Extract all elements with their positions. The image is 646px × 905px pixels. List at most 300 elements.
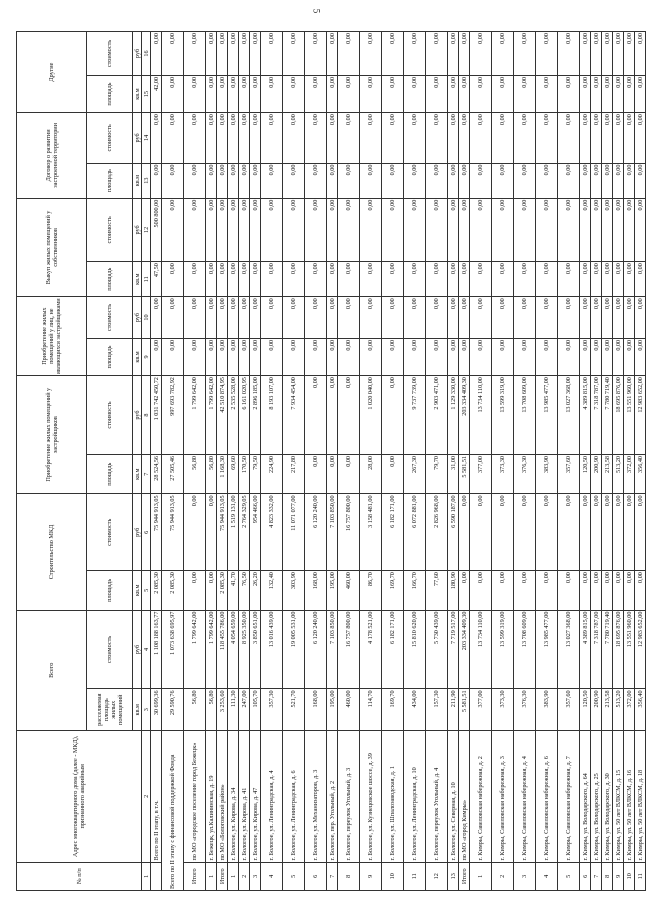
cell-value: 0,00 bbox=[459, 163, 470, 198]
row-address: по МО «Бологовский район» bbox=[217, 731, 228, 862]
cell-value: 0,00 bbox=[426, 297, 448, 339]
cell-value: 0,00 bbox=[360, 113, 382, 163]
cell-value: 0,00 bbox=[404, 198, 426, 262]
cell-value: 6 182 171,00 bbox=[382, 494, 404, 571]
table-row bbox=[613, 32, 624, 891]
cell-value: 0,00 bbox=[217, 262, 228, 297]
cell-value: 0,00 bbox=[404, 75, 426, 112]
row-number: 6 bbox=[305, 862, 327, 890]
cell-value: 0,00 bbox=[250, 262, 261, 297]
cell-value: 6 072 881,00 bbox=[404, 494, 426, 571]
cell-value: 1 031 742 450,72 bbox=[151, 376, 162, 455]
cell-value: 2 535 528,00 bbox=[228, 376, 239, 455]
cell-value: 203 334 409,30 bbox=[459, 376, 470, 455]
column-index: 3 bbox=[142, 689, 151, 731]
cell-value: 69,60 bbox=[228, 454, 239, 493]
header-area: площадь bbox=[87, 75, 133, 112]
cell-value: 0,00 bbox=[580, 297, 591, 339]
cell-value: 13 734 110,00 bbox=[470, 610, 492, 689]
row-address: г. Бологое, ул. Кузнецовское шоссе, д. 39 bbox=[360, 731, 382, 862]
cell-value: 0,00 bbox=[360, 262, 382, 297]
header-area: площадь bbox=[87, 571, 133, 610]
cell-value: 0,00 bbox=[448, 163, 459, 198]
table-row bbox=[459, 32, 470, 891]
unit-sqm: кв.м bbox=[133, 75, 142, 112]
cell-value: 0,00 bbox=[261, 262, 283, 297]
cell-value: 0,00 bbox=[448, 75, 459, 112]
cell-value: 0,00 bbox=[624, 75, 635, 112]
cell-value: 0,00 bbox=[360, 297, 382, 339]
unit-sqm: кв.м bbox=[133, 262, 142, 297]
cell-value: 7 780 719,40 bbox=[602, 376, 613, 455]
cell-value: 7 103 850,00 bbox=[327, 610, 338, 689]
cell-value: 0,00 bbox=[580, 163, 591, 198]
rotated-table-container bbox=[16, 31, 644, 891]
row-number: 3 bbox=[250, 862, 261, 890]
cell-value: 0,00 bbox=[470, 198, 492, 262]
table-row bbox=[360, 32, 382, 891]
cell-value: 0,00 bbox=[591, 338, 602, 375]
cell-value: 4 178 521,00 bbox=[360, 610, 382, 689]
cell-value: 7 318 787,00 bbox=[591, 376, 602, 455]
cell-value: 6 590 187,00 bbox=[448, 494, 459, 571]
cell-value: 1 020 040,00 bbox=[360, 376, 382, 455]
cell-value: 0,00 bbox=[404, 297, 426, 339]
cell-value: 0,00 bbox=[327, 338, 338, 375]
cell-value: 12 983 652,00 bbox=[635, 610, 646, 689]
row-number: 10 bbox=[382, 862, 404, 890]
cell-value: 1 799 642,00 bbox=[206, 376, 217, 455]
cell-value: 0,00 bbox=[635, 113, 646, 163]
row-address: г. Бологое, переулок Угольный, д. 4 bbox=[426, 731, 448, 862]
column-index: 4 bbox=[142, 610, 151, 689]
cell-value: 0,00 bbox=[206, 494, 217, 571]
cell-value: 0,00 bbox=[162, 163, 184, 198]
cell-value: 76,50 bbox=[239, 571, 250, 610]
unit-sqm: кв.м bbox=[133, 571, 142, 610]
cell-value: 0,00 bbox=[448, 198, 459, 262]
cell-value: 0,00 bbox=[184, 338, 206, 375]
table-row bbox=[338, 32, 360, 891]
cell-value: 0,00 bbox=[492, 163, 514, 198]
cell-value: 86,70 bbox=[360, 571, 382, 610]
cell-value: 0,00 bbox=[448, 338, 459, 375]
row-number: Итого bbox=[217, 862, 228, 890]
cell-value: 0,00 bbox=[602, 262, 613, 297]
row-number: 7 bbox=[327, 862, 338, 890]
cell-value: 0,00 bbox=[217, 113, 228, 163]
cell-value: 0,00 bbox=[382, 376, 404, 455]
cell-value: 13 985 477,00 bbox=[536, 610, 558, 689]
cell-value: 0,00 bbox=[338, 198, 360, 262]
cell-value: 0,00 bbox=[338, 262, 360, 297]
cell-value: 0,00 bbox=[327, 198, 338, 262]
row-address: г. Кимры, ул. Володарского, д. 64 bbox=[580, 731, 591, 862]
cell-value: 0,00 bbox=[591, 262, 602, 297]
cell-value: 0,00 bbox=[283, 262, 305, 297]
header-group-buyout: Выкуп жилых помещений у собственников bbox=[17, 198, 87, 297]
cell-value: 169,70 bbox=[382, 571, 404, 610]
cell-value: 0,00 bbox=[338, 163, 360, 198]
cell-value: 0,00 bbox=[327, 75, 338, 112]
table-row bbox=[492, 32, 514, 891]
cell-value: 0,00 bbox=[536, 571, 558, 610]
header-address: Адрес многоквартирного дома (далее - МКД), признанного аварийным bbox=[17, 731, 142, 862]
cell-value: 434,00 bbox=[404, 689, 426, 731]
cell-value: 0,00 bbox=[558, 75, 580, 112]
table-row bbox=[151, 32, 162, 891]
cell-value: 0,00 bbox=[558, 494, 580, 571]
cell-value: 0,00 bbox=[151, 338, 162, 375]
cell-value: 0,00 bbox=[261, 163, 283, 198]
cell-value: 383,90 bbox=[536, 454, 558, 493]
cell-value: 213,58 bbox=[602, 454, 613, 493]
cell-value: 0,00 bbox=[558, 198, 580, 262]
cell-value: 0,00 bbox=[580, 198, 591, 262]
row-address: г. Бологое, ул. Кирова, д. 47 bbox=[250, 731, 261, 862]
cell-value: 75 944 913,05 bbox=[151, 494, 162, 571]
cell-value: 0,00 bbox=[151, 163, 162, 198]
row-number: Итого bbox=[184, 862, 206, 890]
row-number: 8 bbox=[338, 862, 360, 890]
column-index: 6 bbox=[142, 494, 151, 571]
cell-value: 8 925 350,00 bbox=[239, 610, 250, 689]
cell-value: 0,00 bbox=[470, 494, 492, 571]
cell-value: 0,00 bbox=[426, 262, 448, 297]
cell-value: 77,60 bbox=[426, 571, 448, 610]
cell-value: 0,00 bbox=[305, 338, 327, 375]
cell-value: 0,00 bbox=[327, 297, 338, 339]
column-index: 16 bbox=[142, 32, 151, 76]
cell-value: 13 027 368,00 bbox=[558, 376, 580, 455]
cell-value: 0,00 bbox=[536, 494, 558, 571]
cell-value: 26,20 bbox=[250, 571, 261, 610]
table-row bbox=[261, 32, 283, 891]
cell-value: 0,00 bbox=[558, 262, 580, 297]
row-address: г. Кимры, ул. 50 лет ВЛКСМ, д. 18 bbox=[635, 731, 646, 862]
column-index-row bbox=[142, 32, 151, 891]
table-row bbox=[162, 32, 184, 891]
cell-value: 0,00 bbox=[580, 262, 591, 297]
cell-value: 118 455 786,00 bbox=[217, 610, 228, 689]
cell-value: 47,50 bbox=[151, 262, 162, 297]
cell-value: 0,00 bbox=[470, 338, 492, 375]
unit-rub: руб bbox=[133, 494, 142, 571]
cell-value: 0,00 bbox=[382, 297, 404, 339]
cell-value: 0,00 bbox=[580, 75, 591, 112]
cell-value: 500 800,00 bbox=[151, 198, 162, 262]
header-group-development: Договор о развитии застроенной территории bbox=[17, 113, 87, 198]
column-index: 5 bbox=[142, 571, 151, 610]
cell-value: 56,80 bbox=[206, 454, 217, 493]
cell-value: 168,00 bbox=[305, 689, 327, 731]
cell-value: 2 085,30 bbox=[151, 571, 162, 610]
cell-value: 0,00 bbox=[404, 338, 426, 375]
cell-value: 0,00 bbox=[613, 297, 624, 339]
cell-value: 303,90 bbox=[283, 571, 305, 610]
cell-value: 203 334 409,30 bbox=[459, 610, 470, 689]
header-cost: стоимость bbox=[87, 113, 133, 163]
cell-value: 0,00 bbox=[338, 297, 360, 339]
cell-value: 0,00 bbox=[602, 297, 613, 339]
table-row bbox=[283, 32, 305, 891]
cell-value: 0,00 bbox=[283, 113, 305, 163]
cell-value: 0,00 bbox=[305, 376, 327, 455]
cell-value: 0,00 bbox=[261, 297, 283, 339]
cell-value: 6 120 240,00 bbox=[305, 494, 327, 571]
cell-value: 0,00 bbox=[283, 75, 305, 112]
table-row bbox=[536, 32, 558, 891]
cell-value: 0,00 bbox=[426, 163, 448, 198]
column-index: 1 bbox=[142, 862, 151, 890]
cell-value: 0,00 bbox=[514, 163, 536, 198]
cell-value: 0,00 bbox=[206, 163, 217, 198]
cell-value: 0,00 bbox=[184, 297, 206, 339]
cell-value: 7 318 787,00 bbox=[591, 610, 602, 689]
cell-value: 0,00 bbox=[580, 113, 591, 163]
cell-value: 383,90 bbox=[536, 689, 558, 731]
cell-value: 2 903 471,00 bbox=[426, 376, 448, 455]
cell-value: 0,00 bbox=[448, 262, 459, 297]
row-address: г. Кимры, Савеловская набережная, д. 7 bbox=[558, 731, 580, 862]
cell-value: 0,00 bbox=[360, 198, 382, 262]
cell-value: 0,00 bbox=[217, 338, 228, 375]
cell-value: 0,00 bbox=[492, 571, 514, 610]
unit-rub: руб bbox=[133, 376, 142, 455]
cell-value: 3 158 481,00 bbox=[360, 494, 382, 571]
cell-value: 0,00 bbox=[283, 163, 305, 198]
cell-value: 0,00 bbox=[635, 262, 646, 297]
cell-value: 0,00 bbox=[558, 113, 580, 163]
header-area: площадь bbox=[87, 163, 133, 198]
cell-value: 0,00 bbox=[602, 338, 613, 375]
cell-value: 7 934 454,00 bbox=[283, 376, 305, 455]
cell-value: 0,00 bbox=[635, 32, 646, 76]
cell-value: 0,00 bbox=[558, 571, 580, 610]
cell-value: 0,00 bbox=[613, 262, 624, 297]
cell-value: 460,00 bbox=[338, 689, 360, 731]
cell-value: 6 161 020,95 bbox=[239, 376, 250, 455]
cell-value: 0,00 bbox=[591, 494, 602, 571]
cell-value: 0,00 bbox=[360, 338, 382, 375]
cell-value: 372,00 bbox=[624, 454, 635, 493]
cell-value: 0,00 bbox=[602, 32, 613, 76]
row-address: г. Кимры, Савеловская набережная, д. 3 bbox=[492, 731, 514, 862]
cell-value: 0,00 bbox=[338, 75, 360, 112]
cell-value: 0,00 bbox=[228, 297, 239, 339]
row-number: 1 bbox=[206, 862, 217, 890]
cell-value: 19 005 531,00 bbox=[283, 610, 305, 689]
row-number: Итого bbox=[459, 862, 470, 890]
cell-value: 0,00 bbox=[635, 494, 646, 571]
cell-value: 13 599 319,00 bbox=[492, 376, 514, 455]
cell-value: 0,00 bbox=[624, 198, 635, 262]
row-number: 6 bbox=[580, 862, 591, 890]
cell-value: 3 253,60 bbox=[217, 689, 228, 731]
cell-value: 0,00 bbox=[470, 262, 492, 297]
cell-value: 0,00 bbox=[261, 75, 283, 112]
cell-value: 0,00 bbox=[558, 163, 580, 198]
header-cost: стоимость bbox=[87, 494, 133, 571]
cell-value: 217,80 bbox=[283, 454, 305, 493]
cell-value: 0,00 bbox=[239, 163, 250, 198]
cell-value: 0,00 bbox=[426, 113, 448, 163]
cell-value: 513,20 bbox=[613, 689, 624, 731]
row-number: 1 bbox=[228, 862, 239, 890]
header-total-area: расселяемая площадь жилых помещений bbox=[87, 689, 133, 731]
cell-value: 0,00 bbox=[602, 113, 613, 163]
cell-value: 0,00 bbox=[338, 338, 360, 375]
row-address: г. Бологое, ул. Ленинградская, д. 4 bbox=[261, 731, 283, 862]
cell-value: 0,00 bbox=[470, 75, 492, 112]
row-number: 12 bbox=[426, 862, 448, 890]
table-row bbox=[184, 32, 206, 891]
cell-value: 0,00 bbox=[217, 163, 228, 198]
cell-value: 0,00 bbox=[184, 163, 206, 198]
cell-value: 521,70 bbox=[283, 689, 305, 731]
cell-value: 1 168,30 bbox=[217, 454, 228, 493]
cell-value: 180,90 bbox=[448, 571, 459, 610]
cell-value: 120,50 bbox=[580, 454, 591, 493]
row-address: г. Кимры, Савеловская набережная, д. 2 bbox=[470, 731, 492, 862]
cell-value: 0,00 bbox=[492, 494, 514, 571]
table-row bbox=[305, 32, 327, 891]
cell-value: 0,00 bbox=[635, 338, 646, 375]
cell-value: 0,00 bbox=[305, 113, 327, 163]
cell-value: 0,00 bbox=[580, 32, 591, 76]
cell-value: 157,30 bbox=[426, 689, 448, 731]
cell-value: 0,00 bbox=[151, 113, 162, 163]
cell-value: 997 693 782,92 bbox=[162, 376, 184, 455]
cell-value: 0,00 bbox=[459, 113, 470, 163]
row-address: г. Бологое, ул. Северная, д. 10 bbox=[448, 731, 459, 862]
cell-value: 28,00 bbox=[360, 454, 382, 493]
header-group-other: Другие bbox=[17, 32, 87, 113]
cell-value: 1 799 642,00 bbox=[184, 610, 206, 689]
cell-value: 31,00 bbox=[448, 454, 459, 493]
cell-value: 460,00 bbox=[338, 571, 360, 610]
row-address: г. Бологое, ул. Механизаторов, д. 3 bbox=[305, 731, 327, 862]
cell-value: 0,00 bbox=[305, 75, 327, 112]
cell-value: 79,70 bbox=[426, 454, 448, 493]
cell-value: 0,00 bbox=[426, 75, 448, 112]
cell-value: 1 129 330,00 bbox=[448, 376, 459, 455]
cell-value: 0,00 bbox=[228, 75, 239, 112]
cell-value: 0,00 bbox=[426, 338, 448, 375]
cell-value: 0,00 bbox=[217, 297, 228, 339]
cell-value: 0,00 bbox=[514, 338, 536, 375]
row-number: 8 bbox=[602, 862, 613, 890]
row-number: 1 bbox=[470, 862, 492, 890]
cell-value: 18 695 876,00 bbox=[613, 376, 624, 455]
cell-value: 200,90 bbox=[591, 689, 602, 731]
cell-value: 0,00 bbox=[470, 32, 492, 76]
row-number bbox=[151, 862, 162, 890]
cell-value: 224,90 bbox=[261, 454, 283, 493]
row-address: г. Кимры, Савеловская набережная, д. 6 bbox=[536, 731, 558, 862]
cell-value: 0,00 bbox=[162, 113, 184, 163]
cell-value: 373,30 bbox=[492, 689, 514, 731]
cell-value: 13 551 960,00 bbox=[624, 610, 635, 689]
cell-value: 11 071 077,00 bbox=[283, 494, 305, 571]
cell-value: 4 389 815,00 bbox=[580, 376, 591, 455]
cell-value: 0,00 bbox=[536, 198, 558, 262]
row-number: 2 bbox=[239, 862, 250, 890]
cell-value: 1 799 642,00 bbox=[206, 610, 217, 689]
header-group-construction: Строительство МКД bbox=[17, 494, 87, 610]
cell-value: 0,00 bbox=[536, 75, 558, 112]
cell-value: 0,00 bbox=[360, 163, 382, 198]
cell-value: 0,00 bbox=[261, 113, 283, 163]
cell-value: 0,00 bbox=[613, 571, 624, 610]
cell-value: 132,40 bbox=[261, 571, 283, 610]
row-address: г. Бологое, переулок Угольный, д. 3 bbox=[338, 731, 360, 862]
cell-value: 2 826 968,00 bbox=[426, 494, 448, 571]
cell-value: 1 799 642,00 bbox=[184, 376, 206, 455]
row-address: г. Бологое, ул. Шпалозаводская, д. 1 bbox=[382, 731, 404, 862]
row-number: 5 bbox=[283, 862, 305, 890]
table-body bbox=[151, 32, 646, 891]
cell-value: 357,60 bbox=[558, 689, 580, 731]
cell-value: 0,00 bbox=[613, 75, 624, 112]
cell-value: 13 985 477,00 bbox=[536, 376, 558, 455]
cell-value: 0,00 bbox=[536, 113, 558, 163]
cell-value: 0,00 bbox=[580, 571, 591, 610]
column-index: 10 bbox=[142, 297, 151, 339]
unit-sqm: кв.м bbox=[133, 163, 142, 198]
cell-value: 16 757 800,00 bbox=[338, 494, 360, 571]
row-address: г. Бологое, ул. Ленинградская, д. 6 bbox=[283, 731, 305, 862]
cell-value: 357,30 bbox=[261, 689, 283, 731]
cell-value: 0,00 bbox=[558, 297, 580, 339]
cell-value: 0,00 bbox=[514, 571, 536, 610]
cell-value: 0,00 bbox=[327, 376, 338, 455]
cell-value: 373,30 bbox=[492, 454, 514, 493]
cell-value: 42 510 874,95 bbox=[217, 376, 228, 455]
unit-rub: руб bbox=[133, 198, 142, 262]
row-number: 5 bbox=[558, 862, 580, 890]
cell-value: 0,00 bbox=[470, 163, 492, 198]
table-row bbox=[239, 32, 250, 891]
cell-value: 0,00 bbox=[459, 262, 470, 297]
cell-value: 0,00 bbox=[602, 75, 613, 112]
cell-value: 0,00 bbox=[624, 297, 635, 339]
cell-value: 0,00 bbox=[184, 262, 206, 297]
cell-value: 0,00 bbox=[536, 32, 558, 76]
cell-value: 0,00 bbox=[635, 297, 646, 339]
cell-value: 0,00 bbox=[305, 198, 327, 262]
cell-value: 0,00 bbox=[382, 32, 404, 76]
cell-value: 376,30 bbox=[514, 689, 536, 731]
cell-value: 0,00 bbox=[635, 571, 646, 610]
cell-value: 372,00 bbox=[624, 689, 635, 731]
cell-value: 0,00 bbox=[591, 32, 602, 76]
cell-value: 12 983 652,00 bbox=[635, 376, 646, 455]
header-cost: стоимость bbox=[87, 198, 133, 262]
table-row bbox=[228, 32, 239, 891]
cell-value: 0,00 bbox=[151, 32, 162, 76]
cell-value: 0,00 bbox=[602, 163, 613, 198]
table-row bbox=[448, 32, 459, 891]
cell-value: 0,00 bbox=[184, 198, 206, 262]
cell-value: 0,00 bbox=[470, 113, 492, 163]
cell-value: 105,70 bbox=[250, 689, 261, 731]
column-index: 11 bbox=[142, 262, 151, 297]
cell-value: 0,00 bbox=[470, 297, 492, 339]
cell-value: 0,00 bbox=[239, 262, 250, 297]
row-address: г. Бологое, ул. Ленинградская, д. 10 bbox=[404, 731, 426, 862]
row-number: 3 bbox=[514, 862, 536, 890]
